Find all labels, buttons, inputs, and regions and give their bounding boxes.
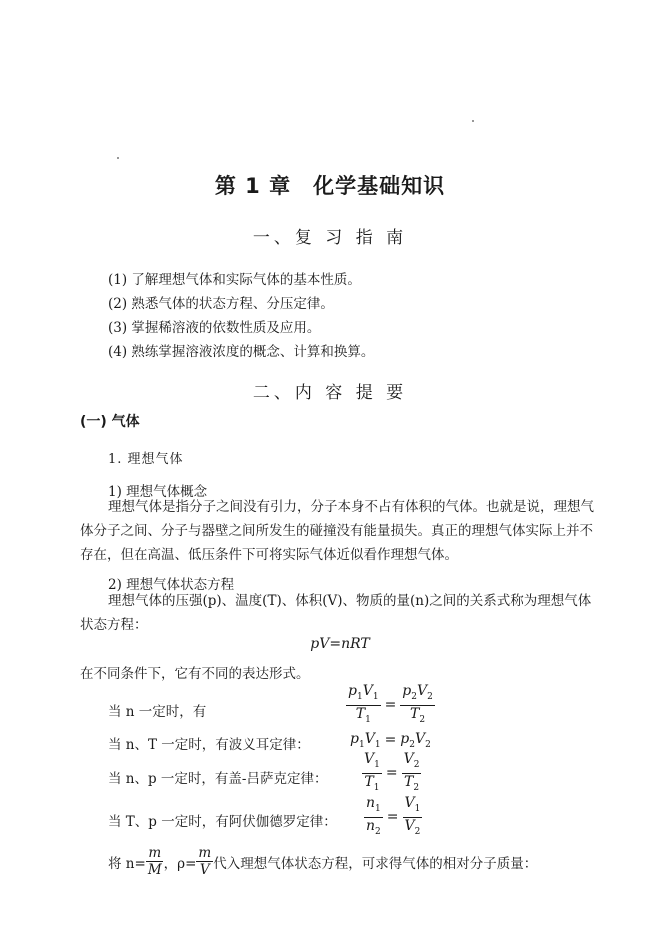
- main-equation: pV=nRT: [310, 636, 370, 652]
- paragraph: 理想气体的压强(p)、温度(T)、体积(V)、物质的量(n)之间的关系式称为理想气体状态方程：: [80, 593, 592, 633]
- frac-numerator: m: [198, 845, 212, 861]
- formula-charles-law: $\frac{V_1}{T_1}$ = $\frac{V_2}{T_2}$: [364, 751, 420, 793]
- frac-numerator: m: [148, 845, 162, 861]
- subsection-title: (一) 气体: [80, 414, 140, 430]
- item-heading: 2) 理想气体状态方程: [108, 577, 235, 593]
- paragraph: 理想气体是指分子之间没有引力，分子本身不占有体积的气体。也就是说，理想气体分子之间、分子与器壁之间所发生的碰撞没有能量损失。真正的理想气体实际上并不存在，但在高温、低压条件下可将实际气体近似看作理想气体。: [80, 499, 594, 563]
- section-title-summary: 二、内 容 提 要: [252, 383, 408, 403]
- frac-denominator: M: [147, 862, 162, 878]
- item-heading: 1) 理想气体概念: [108, 484, 208, 500]
- goal-item: (3) 掌握稀溶液的依数性质及应用。: [108, 320, 321, 336]
- condition-text: 当 n、p 一定时，有盖-吕萨克定律：: [108, 771, 328, 787]
- formula-boyle-law: $p_1V_1$ = $p_2V_2$: [350, 731, 431, 750]
- frac-denominator: V: [199, 862, 210, 878]
- chapter-title: 第 1 章 化学基础知识: [214, 174, 446, 198]
- condition-text: 当 T、p 一定时，有阿伏伽德罗定律：: [108, 814, 337, 830]
- condition-text: 当 n、T 一定时，有波义耳定律：: [108, 737, 310, 753]
- speck-dot: [117, 157, 119, 159]
- goal-item: (4) 熟练掌握溶液浓度的概念、计算和换算。: [108, 344, 375, 360]
- goal-item: (1) 了解理想气体和实际气体的基本性质。: [108, 272, 361, 288]
- section-title-review: 一、复 习 指 南: [252, 228, 408, 248]
- formula-avogadro-law: $\frac{n_1}{n_2}$ = $\frac{V_1}{V_2}$: [366, 795, 421, 837]
- paragraph-line: 在不同条件下，它有不同的表达形式。: [80, 666, 310, 682]
- last-line-prefix: 将 n=: [108, 855, 146, 872]
- goal-item: (2) 熟悉气体的状态方程、分压定律。: [108, 296, 334, 312]
- last-line-rho: ，ρ=: [163, 855, 197, 872]
- condition-text: 当 n 一定时，有: [108, 704, 207, 720]
- subsubsection-title: 1. 理想气体: [108, 452, 184, 467]
- last-line: [108, 845, 537, 878]
- formula-combined-gas-law: $\frac{p_1V_1}{T_1}$ = $\frac{p_2V_2}{T_2}$: [348, 683, 433, 725]
- last-line-suffix: 代入理想气体状态方程，可求得气体的相对分子质量：: [213, 855, 538, 872]
- speck-dot: [472, 120, 474, 122]
